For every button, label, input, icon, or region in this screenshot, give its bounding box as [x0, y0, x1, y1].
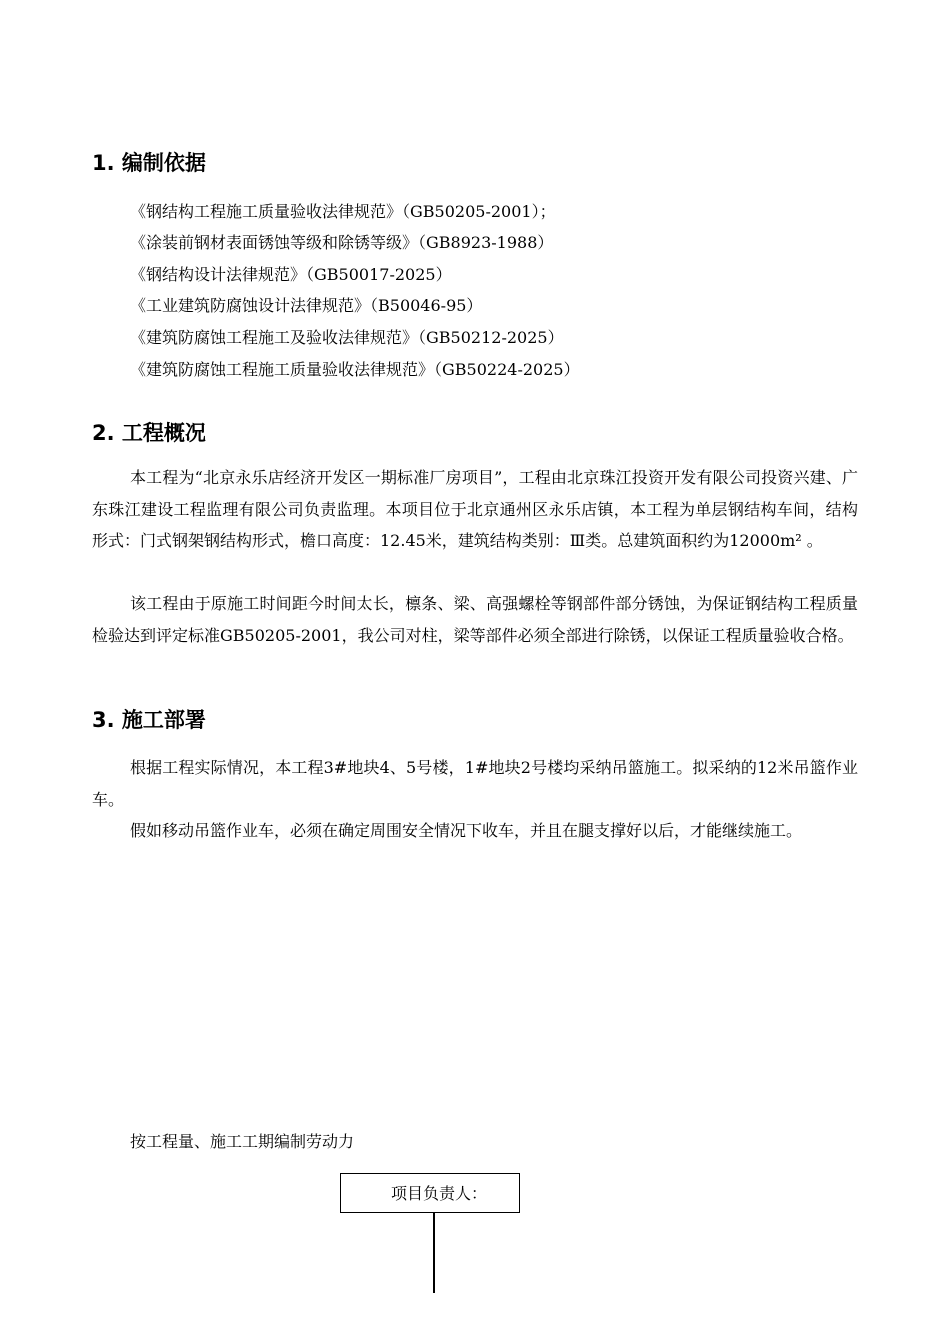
section-heading-overview: 2. 工程概况	[92, 421, 206, 445]
deployment-paragraph: 根据工程实际情况，本工程3#地块4、5号楼，1#地块2号楼均采纳吊篮施工。拟采纳的12米吊篮作业车。	[92, 758, 858, 809]
org-chart-connector	[433, 1213, 435, 1293]
overview-paragraph: 该工程由于原施工时间距今时间太长，檩条、梁、高强螺栓等钢部件部分锈蚀，为保证钢结构工程质量检验达到评定标准GB50205-2001，我公司对柱，梁等部件必须全部进行除锈，以保证工程质量验收合格。	[92, 594, 858, 645]
reference-item: 《涂装前钢材表面锈蚀等级和除锈等级》（GB8923-1988）	[130, 233, 554, 252]
reference-item: 《钢结构工程施工质量验收法律规范》（GB50205-2001）；	[130, 202, 556, 221]
deployment-paragraph: 假如移动吊篮作业车，必须在确定周围安全情况下收车，并且在腿支撑好以后，才能继续施工。	[130, 821, 803, 840]
labor-note: 按工程量、施工工期编制劳动力	[130, 1132, 355, 1151]
section-heading-basis: 1. 编制依据	[92, 151, 206, 175]
reference-item: 《钢结构设计法律规范》（GB50017-2025）	[130, 265, 452, 284]
section-heading-deployment: 3. 施工部署	[92, 708, 206, 732]
org-chart-top-box	[340, 1173, 520, 1213]
reference-item: 《建筑防腐蚀工程施工及验收法律规范》（GB50212-2025）	[130, 328, 564, 347]
reference-item: 《建筑防腐蚀工程施工质量验收法律规范》（GB50224-2025）	[130, 360, 580, 379]
org-chart-top-label: 项目负责人：	[391, 1184, 488, 1203]
overview-paragraph: 本工程为“北京永乐店经济开发区一期标准厂房项目”，工程由北京珠江投资开发有限公司投资兴建、广东珠江建设工程监理有限公司负责监理。本项目位于北京通州区永乐店镇，本工程为单层钢结构车间，结构形式：门式钢架钢结构形式，檐口高度：12.45米，建筑结构类别：Ⅲ类。总建筑面积约为12000m² 。	[92, 468, 858, 550]
reference-item: 《工业建筑防腐蚀设计法律规范》（B50046-95）	[130, 296, 483, 315]
